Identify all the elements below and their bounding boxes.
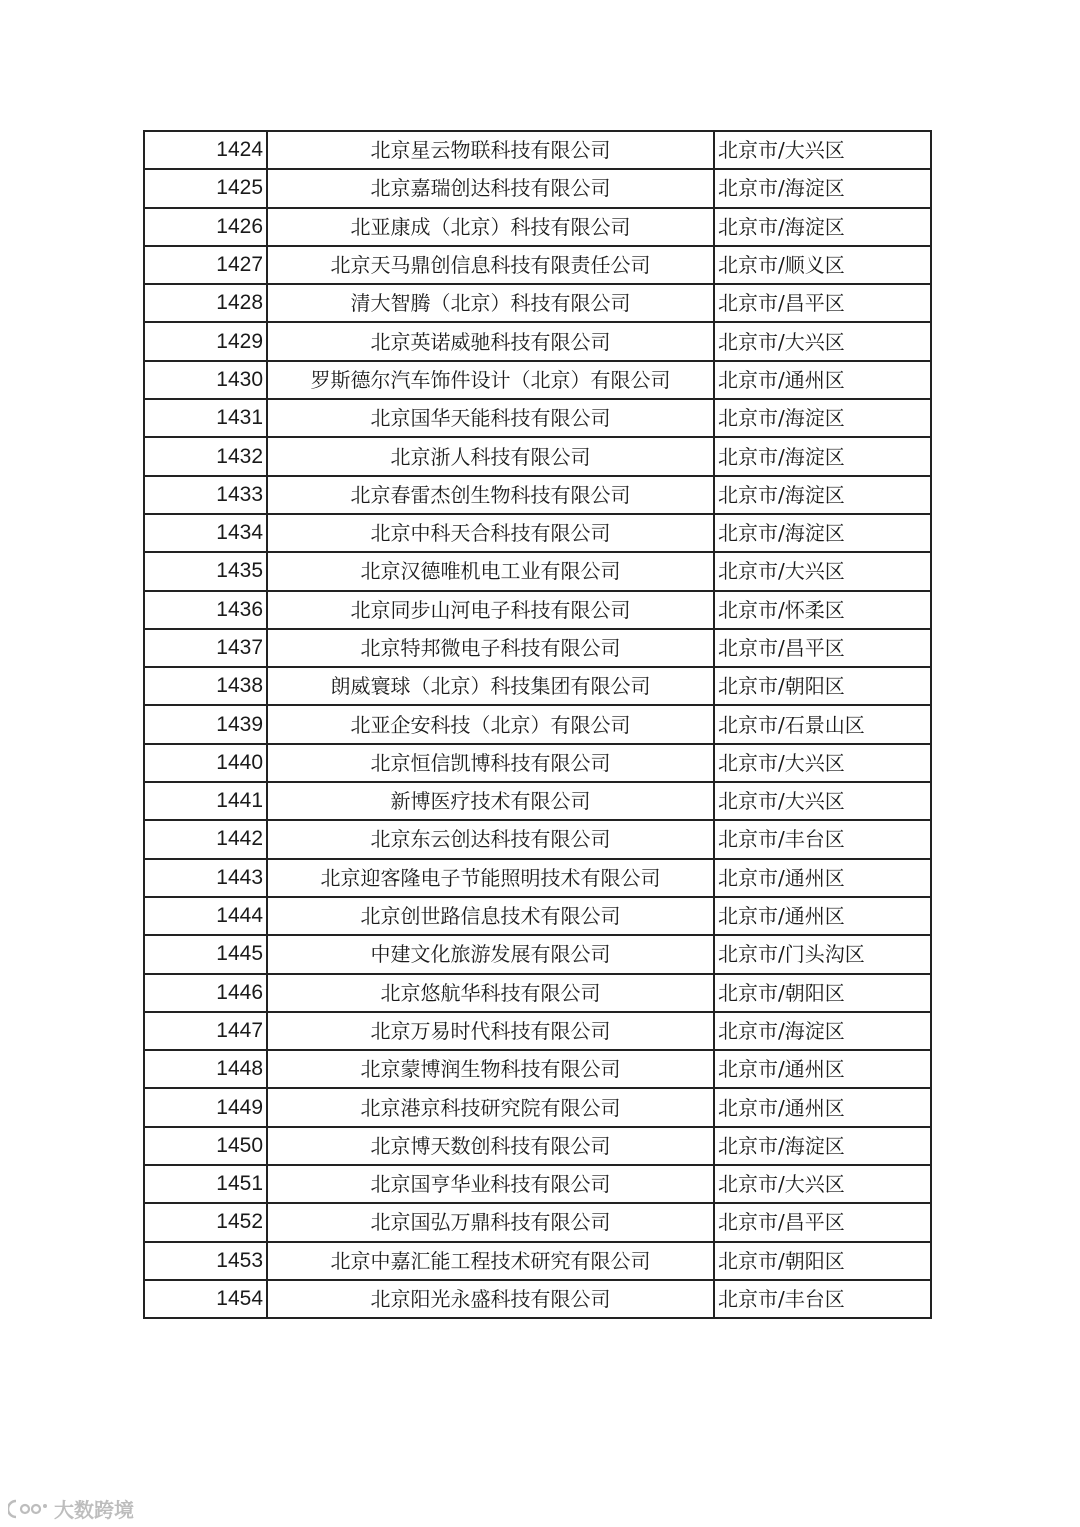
location-cell: 北京市/顺义区 [714,246,931,284]
company-name-cell: 北京同步山河电子科技有限公司 [267,591,714,629]
table-row [144,1012,931,1050]
company-table-container [143,130,930,1319]
table-row [144,820,931,858]
row-number-cell: 1429 [144,322,267,360]
table-row [144,1280,931,1318]
row-number-cell: 1453 [144,1242,267,1280]
company-name-cell: 北京春雷杰创生物科技有限公司 [267,476,714,514]
row-number-cell: 1447 [144,1012,267,1050]
location-cell: 北京市/海淀区 [714,169,931,207]
row-number-cell: 1425 [144,169,267,207]
table-row [144,859,931,897]
location-cell: 北京市/大兴区 [714,131,931,169]
row-number-cell: 1426 [144,208,267,246]
company-name-cell: 北京特邦微电子科技有限公司 [267,629,714,667]
company-name-cell: 北京蒙博润生物科技有限公司 [267,1050,714,1088]
company-name-cell: 北京中嘉汇能工程技术研究有限公司 [267,1242,714,1280]
row-number-cell: 1440 [144,744,267,782]
row-number-cell: 1435 [144,552,267,590]
location-cell: 北京市/昌平区 [714,284,931,322]
row-number-cell: 1442 [144,820,267,858]
table-row [144,437,931,475]
company-name-cell: 北京迎客隆电子节能照明技术有限公司 [267,859,714,897]
table-row [144,744,931,782]
table-row [144,1203,931,1241]
company-name-cell: 新博医疗技术有限公司 [267,782,714,820]
row-number-cell: 1433 [144,476,267,514]
row-number-cell: 1430 [144,361,267,399]
location-cell: 北京市/通州区 [714,361,931,399]
location-cell: 北京市/通州区 [714,859,931,897]
location-cell: 北京市/海淀区 [714,1012,931,1050]
location-cell: 北京市/大兴区 [714,322,931,360]
row-number-cell: 1454 [144,1280,267,1318]
brand-logo-icon [8,1498,48,1520]
location-cell: 北京市/石景山区 [714,705,931,743]
company-name-cell: 北京创世路信息技术有限公司 [267,897,714,935]
table-row [144,1088,931,1126]
row-number-cell: 1441 [144,782,267,820]
location-cell: 北京市/通州区 [714,1088,931,1126]
watermark-text: 大数跨境 [54,1498,134,1522]
table-row [144,246,931,284]
table-row [144,1242,931,1280]
company-name-cell: 朗威寰球（北京）科技集团有限公司 [267,667,714,705]
company-name-cell: 北京英诺威驰科技有限公司 [267,322,714,360]
table-row [144,974,931,1012]
watermark [8,1494,134,1523]
company-name-cell: 清大智腾（北京）科技有限公司 [267,284,714,322]
row-number-cell: 1443 [144,859,267,897]
row-number-cell: 1450 [144,1127,267,1165]
location-cell: 北京市/海淀区 [714,437,931,475]
row-number-cell: 1439 [144,705,267,743]
location-cell: 北京市/朝阳区 [714,667,931,705]
location-cell: 北京市/大兴区 [714,1165,931,1203]
company-name-cell: 北亚康成（北京）科技有限公司 [267,208,714,246]
company-table [143,130,932,1319]
company-name-cell: 北京港京科技研究院有限公司 [267,1088,714,1126]
location-cell: 北京市/大兴区 [714,744,931,782]
table-row [144,322,931,360]
location-cell: 北京市/门头沟区 [714,935,931,973]
location-cell: 北京市/通州区 [714,1050,931,1088]
company-name-cell: 北京中科天合科技有限公司 [267,514,714,552]
company-name-cell: 北京东云创达科技有限公司 [267,820,714,858]
table-row [144,782,931,820]
table-row [144,361,931,399]
location-cell: 北京市/丰台区 [714,820,931,858]
company-name-cell: 北京万易时代科技有限公司 [267,1012,714,1050]
location-cell: 北京市/昌平区 [714,629,931,667]
company-name-cell: 北京悠航华科技有限公司 [267,974,714,1012]
table-row [144,208,931,246]
table-row [144,169,931,207]
company-name-cell: 北京浙人科技有限公司 [267,437,714,475]
company-name-cell: 北京国亨华业科技有限公司 [267,1165,714,1203]
company-table-body [144,131,931,1318]
row-number-cell: 1428 [144,284,267,322]
company-name-cell: 北京嘉瑞创达科技有限公司 [267,169,714,207]
row-number-cell: 1444 [144,897,267,935]
location-cell: 北京市/朝阳区 [714,1242,931,1280]
row-number-cell: 1432 [144,437,267,475]
table-row [144,705,931,743]
table-row [144,399,931,437]
row-number-cell: 1431 [144,399,267,437]
location-cell: 北京市/丰台区 [714,1280,931,1318]
company-name-cell: 罗斯德尔汽车饰件设计（北京）有限公司 [267,361,714,399]
company-name-cell: 北亚企安科技（北京）有限公司 [267,705,714,743]
company-name-cell: 中建文化旅游发展有限公司 [267,935,714,973]
row-number-cell: 1449 [144,1088,267,1126]
location-cell: 北京市/海淀区 [714,514,931,552]
table-row [144,131,931,169]
table-row [144,897,931,935]
table-row [144,935,931,973]
row-number-cell: 1437 [144,629,267,667]
company-name-cell: 北京博天数创科技有限公司 [267,1127,714,1165]
row-number-cell: 1438 [144,667,267,705]
row-number-cell: 1448 [144,1050,267,1088]
table-row [144,1127,931,1165]
location-cell: 北京市/昌平区 [714,1203,931,1241]
row-number-cell: 1434 [144,514,267,552]
location-cell: 北京市/通州区 [714,897,931,935]
company-name-cell: 北京国弘万鼎科技有限公司 [267,1203,714,1241]
table-row [144,1050,931,1088]
company-name-cell: 北京恒信凯博科技有限公司 [267,744,714,782]
table-row [144,514,931,552]
company-name-cell: 北京星云物联科技有限公司 [267,131,714,169]
location-cell: 北京市/海淀区 [714,208,931,246]
company-name-cell: 北京汉德唯机电工业有限公司 [267,552,714,590]
location-cell: 北京市/海淀区 [714,399,931,437]
company-name-cell: 北京天马鼎创信息科技有限责任公司 [267,246,714,284]
table-row [144,591,931,629]
table-row [144,667,931,705]
location-cell: 北京市/大兴区 [714,552,931,590]
location-cell: 北京市/海淀区 [714,1127,931,1165]
location-cell: 北京市/海淀区 [714,476,931,514]
location-cell: 北京市/怀柔区 [714,591,931,629]
table-row [144,476,931,514]
company-name-cell: 北京阳光永盛科技有限公司 [267,1280,714,1318]
location-cell: 北京市/朝阳区 [714,974,931,1012]
company-name-cell: 北京国华天能科技有限公司 [267,399,714,437]
row-number-cell: 1436 [144,591,267,629]
table-row [144,552,931,590]
row-number-cell: 1452 [144,1203,267,1241]
row-number-cell: 1446 [144,974,267,1012]
table-row [144,284,931,322]
table-row [144,1165,931,1203]
location-cell: 北京市/大兴区 [714,782,931,820]
row-number-cell: 1445 [144,935,267,973]
table-row [144,629,931,667]
row-number-cell: 1427 [144,246,267,284]
row-number-cell: 1451 [144,1165,267,1203]
row-number-cell: 1424 [144,131,267,169]
